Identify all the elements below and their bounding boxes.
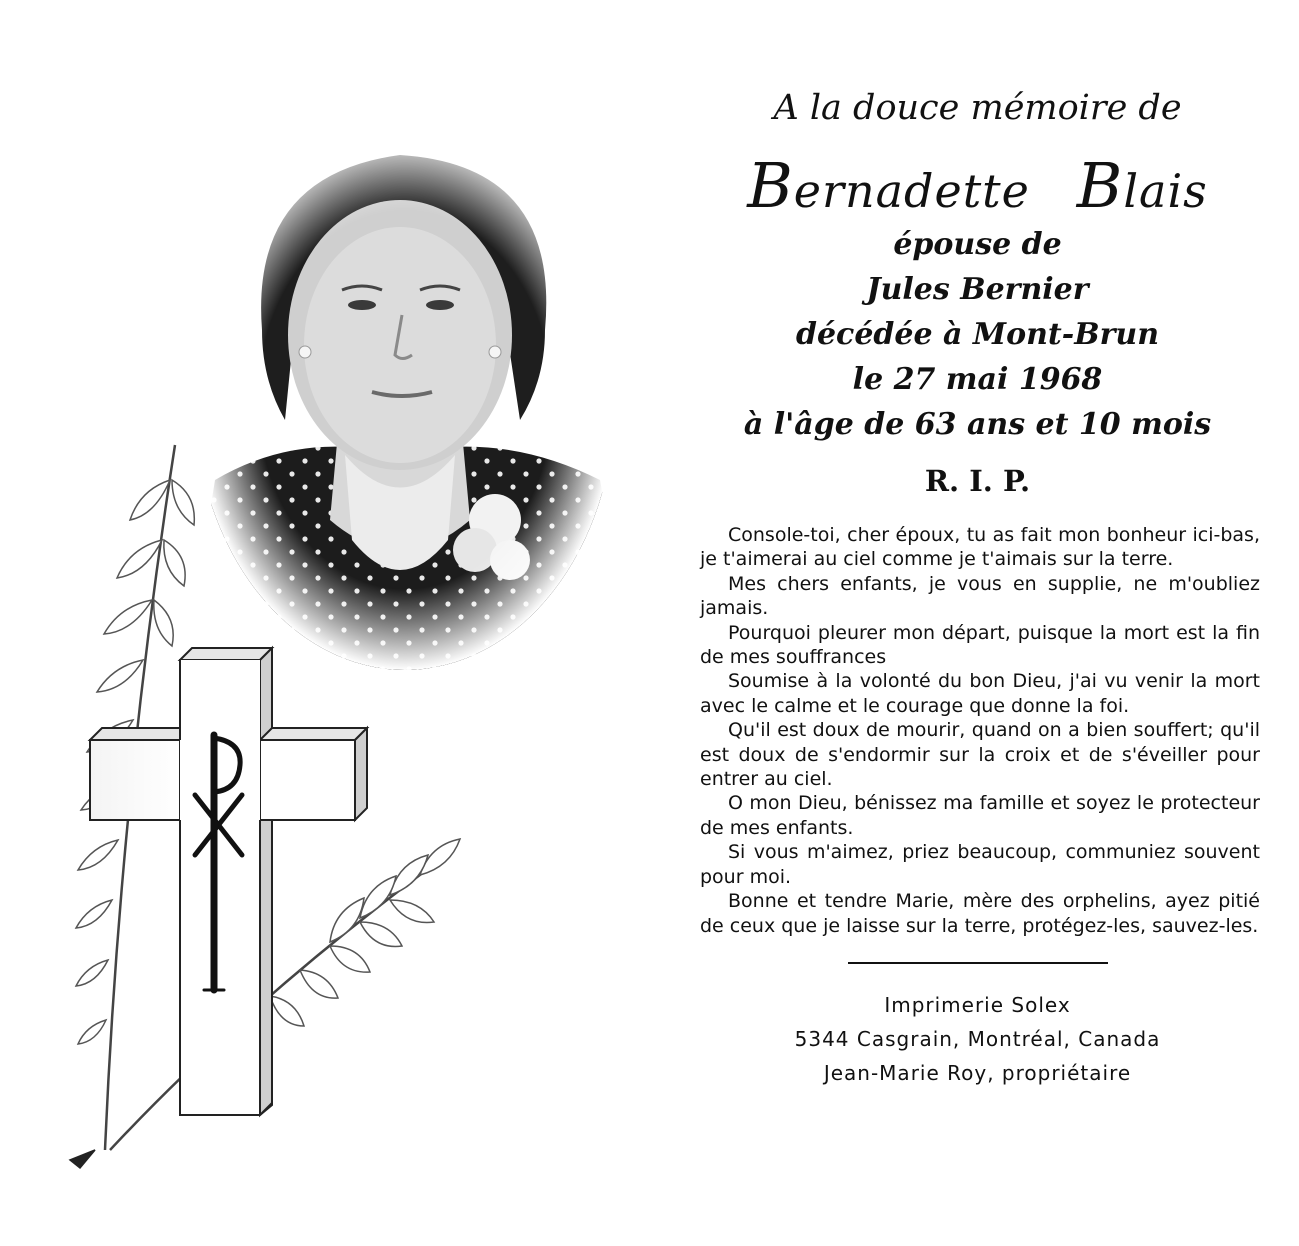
prayer-paragraph: Console-toi, cher époux, tu as fait mon bonheur ici-bas, je t'aimerai au ciel comme je t'aimais sur la terre. [700, 524, 1260, 571]
portrait-photo [180, 120, 640, 700]
prayer-paragraph: Mes chers enfants, je vous en supplie, ne m'oubliez jamais. [700, 572, 1260, 620]
age-at-death: à l'âge de 63 ans et 10 mois [743, 407, 1212, 442]
prayer-text [700, 523, 1260, 938]
rip-heading: R. I. P. [924, 464, 1031, 498]
printer-credit [690, 988, 1265, 1090]
first-name-rest: ernadette [793, 164, 1030, 218]
cross-icon [90, 648, 367, 1115]
death-place: décédée à Mont-Brun [795, 317, 1160, 352]
dedication-line: A la douce mémoire de [773, 88, 1182, 128]
spouse-name: Jules Bernier [866, 272, 1089, 307]
last-name-initial: B [1076, 149, 1124, 222]
prayer-paragraph: O mon Dieu, bénissez ma famille et soyez le protecteur de mes enfants. [700, 792, 1260, 839]
last-name-rest: lais [1123, 164, 1208, 218]
prayer-paragraph: Pourquoi pleurer mon départ, puisque la mort est la fin de mes souffrances [700, 621, 1260, 669]
prayer-paragraph: Soumise à la volonté du bon Dieu, j'ai vu venir la mort avec le calme et le courage que donne la foi. [700, 670, 1260, 717]
printer-owner: Jean-Marie Roy, propriétaire [823, 1060, 1132, 1085]
printer-address: 5344 Casgrain, Montréal, Canada [794, 1026, 1161, 1051]
divider-rule [848, 962, 1108, 964]
memorial-text-column [690, 80, 1265, 1090]
first-name-initial: B [747, 149, 794, 222]
prayer-paragraph: Qu'il est doux de mourir, quand on a bien souffert; qu'il est doux de s'endormir sur la croix et de s'éveiller pour entrer au ciel. [700, 719, 1260, 791]
deceased-name [690, 149, 1265, 222]
spouse-label: épouse de [893, 227, 1062, 262]
prayer-paragraph: Bonne et tendre Marie, mère des orphelins, ayez pitié de ceux que je laisse sur la terre, protégez-les, sauvez-les. [700, 890, 1260, 937]
printer-name: Imprimerie Solex [884, 992, 1071, 1017]
death-date: le 27 mai 1968 [852, 362, 1103, 397]
prayer-paragraph: Si vous m'aimez, priez beaucoup, communiez souvent pour moi. [700, 841, 1260, 888]
